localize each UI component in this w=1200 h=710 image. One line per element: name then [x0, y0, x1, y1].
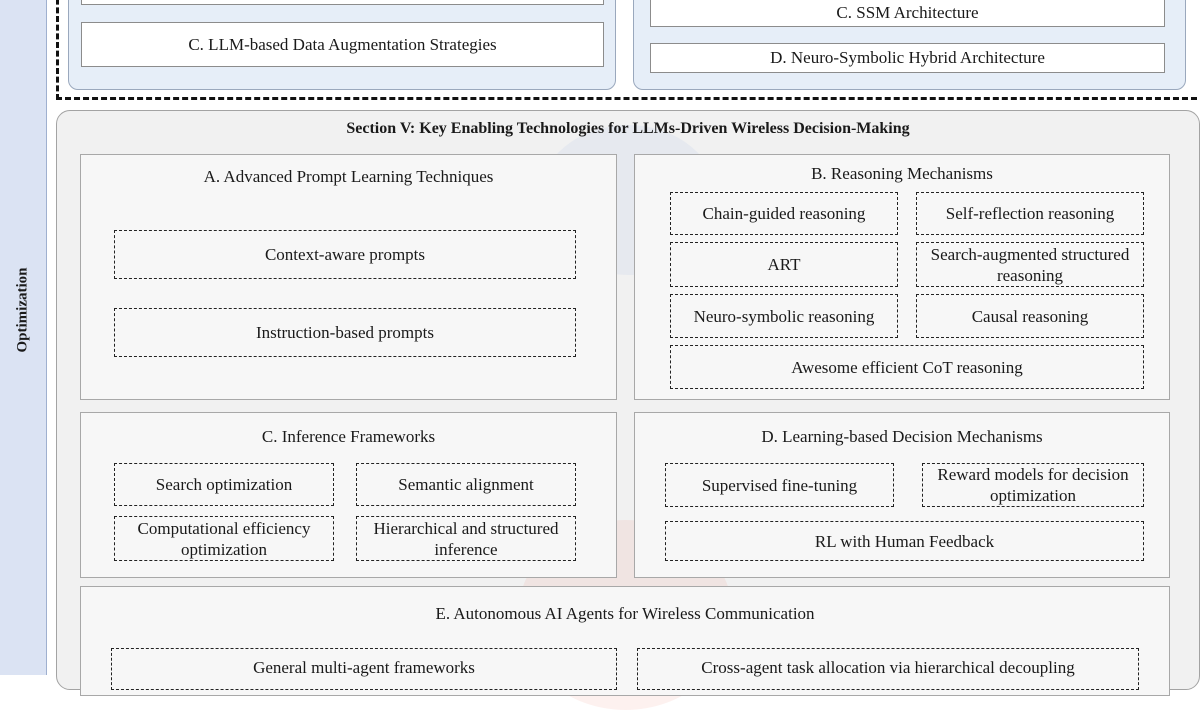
art-box — [670, 242, 898, 287]
neuro-symbolic-architecture-label: D. Neuro-Symbolic Hybrid Architecture — [770, 48, 1045, 67]
rlhf-box — [665, 521, 1144, 561]
neuro-symbolic-reasoning-box — [670, 294, 898, 338]
computational-efficiency-label: Computational efficiency optimization — [137, 518, 311, 559]
instruction-based-prompts-label: Instruction-based prompts — [256, 323, 434, 342]
causal-reasoning-box — [916, 294, 1144, 338]
context-aware-prompts-box — [114, 230, 576, 279]
search-optimization-box — [114, 463, 334, 506]
art-label: ART — [767, 255, 801, 274]
prompt-learning-title: A. Advanced Prompt Learning Techniques — [203, 167, 494, 186]
inference-frameworks-title: C. Inference Frameworks — [261, 427, 436, 446]
instruction-based-prompts-box — [114, 308, 576, 357]
supervised-fine-tuning-label: Supervised fine-tuning — [701, 475, 858, 495]
multi-agent-frameworks-label: General multi-agent frameworks — [253, 658, 475, 677]
semantic-alignment-box — [356, 463, 576, 506]
search-augmented-reasoning-box — [916, 242, 1144, 287]
causal-reasoning-label: Causal reasoning — [971, 306, 1089, 326]
search-augmented-reasoning-label: Search-augmented structured reasoning — [930, 244, 1130, 285]
multi-agent-frameworks-box — [111, 648, 617, 690]
data-augmentation-box — [81, 22, 604, 67]
efficient-cot-reasoning-box — [670, 345, 1144, 389]
hierarchical-inference-label: Hierarchical and structured inference — [373, 518, 559, 559]
learning-mechanisms-title: D. Learning-based Decision Mechanisms — [761, 427, 1043, 446]
reasoning-title: B. Reasoning Mechanisms — [811, 164, 993, 183]
ssm-architecture-label: C. SSM Architecture — [836, 3, 979, 22]
cross-agent-allocation-box — [637, 648, 1139, 690]
semantic-alignment-label: Semantic alignment — [398, 475, 534, 494]
sidebar-label: Optimization — [14, 267, 31, 353]
supervised-fine-tuning-box — [665, 463, 894, 507]
efficient-cot-reasoning-label: Awesome efficient CoT reasoning — [791, 357, 1023, 377]
ssm-architecture-box — [650, 0, 1165, 27]
data-augmentation-label: C. LLM-based Data Augmentation Strategies — [188, 34, 497, 54]
computational-efficiency-box — [114, 516, 334, 561]
cross-agent-allocation-label: Cross-agent task allocation via hierarchical decoupling — [701, 658, 1075, 677]
search-optimization-label: Search optimization — [155, 475, 293, 494]
reward-models-label: Reward models for decision optimization — [937, 465, 1129, 505]
rlhf-label: RL with Human Feedback — [814, 531, 995, 551]
chain-guided-reasoning-box — [670, 192, 898, 235]
self-reflection-reasoning-box — [916, 192, 1144, 235]
hierarchical-inference-box — [356, 516, 576, 561]
neuro-symbolic-reasoning-label: Neuro-symbolic reasoning — [693, 306, 875, 326]
upper-left-box-cut — [81, 0, 604, 5]
chain-guided-reasoning-label: Chain-guided reasoning — [702, 204, 866, 223]
sidebar-band — [0, 0, 47, 675]
self-reflection-reasoning-label: Self-reflection reasoning — [945, 204, 1115, 223]
reward-models-box — [922, 463, 1144, 507]
ai-agents-title: E. Autonomous AI Agents for Wireless Communication — [435, 604, 815, 623]
section-v-title: Section V: Key Enabling Technologies for LLMs-Driven Wireless Decision-Making — [346, 120, 910, 137]
context-aware-prompts-label: Context-aware prompts — [264, 245, 426, 264]
neuro-symbolic-architecture-box — [650, 43, 1165, 73]
